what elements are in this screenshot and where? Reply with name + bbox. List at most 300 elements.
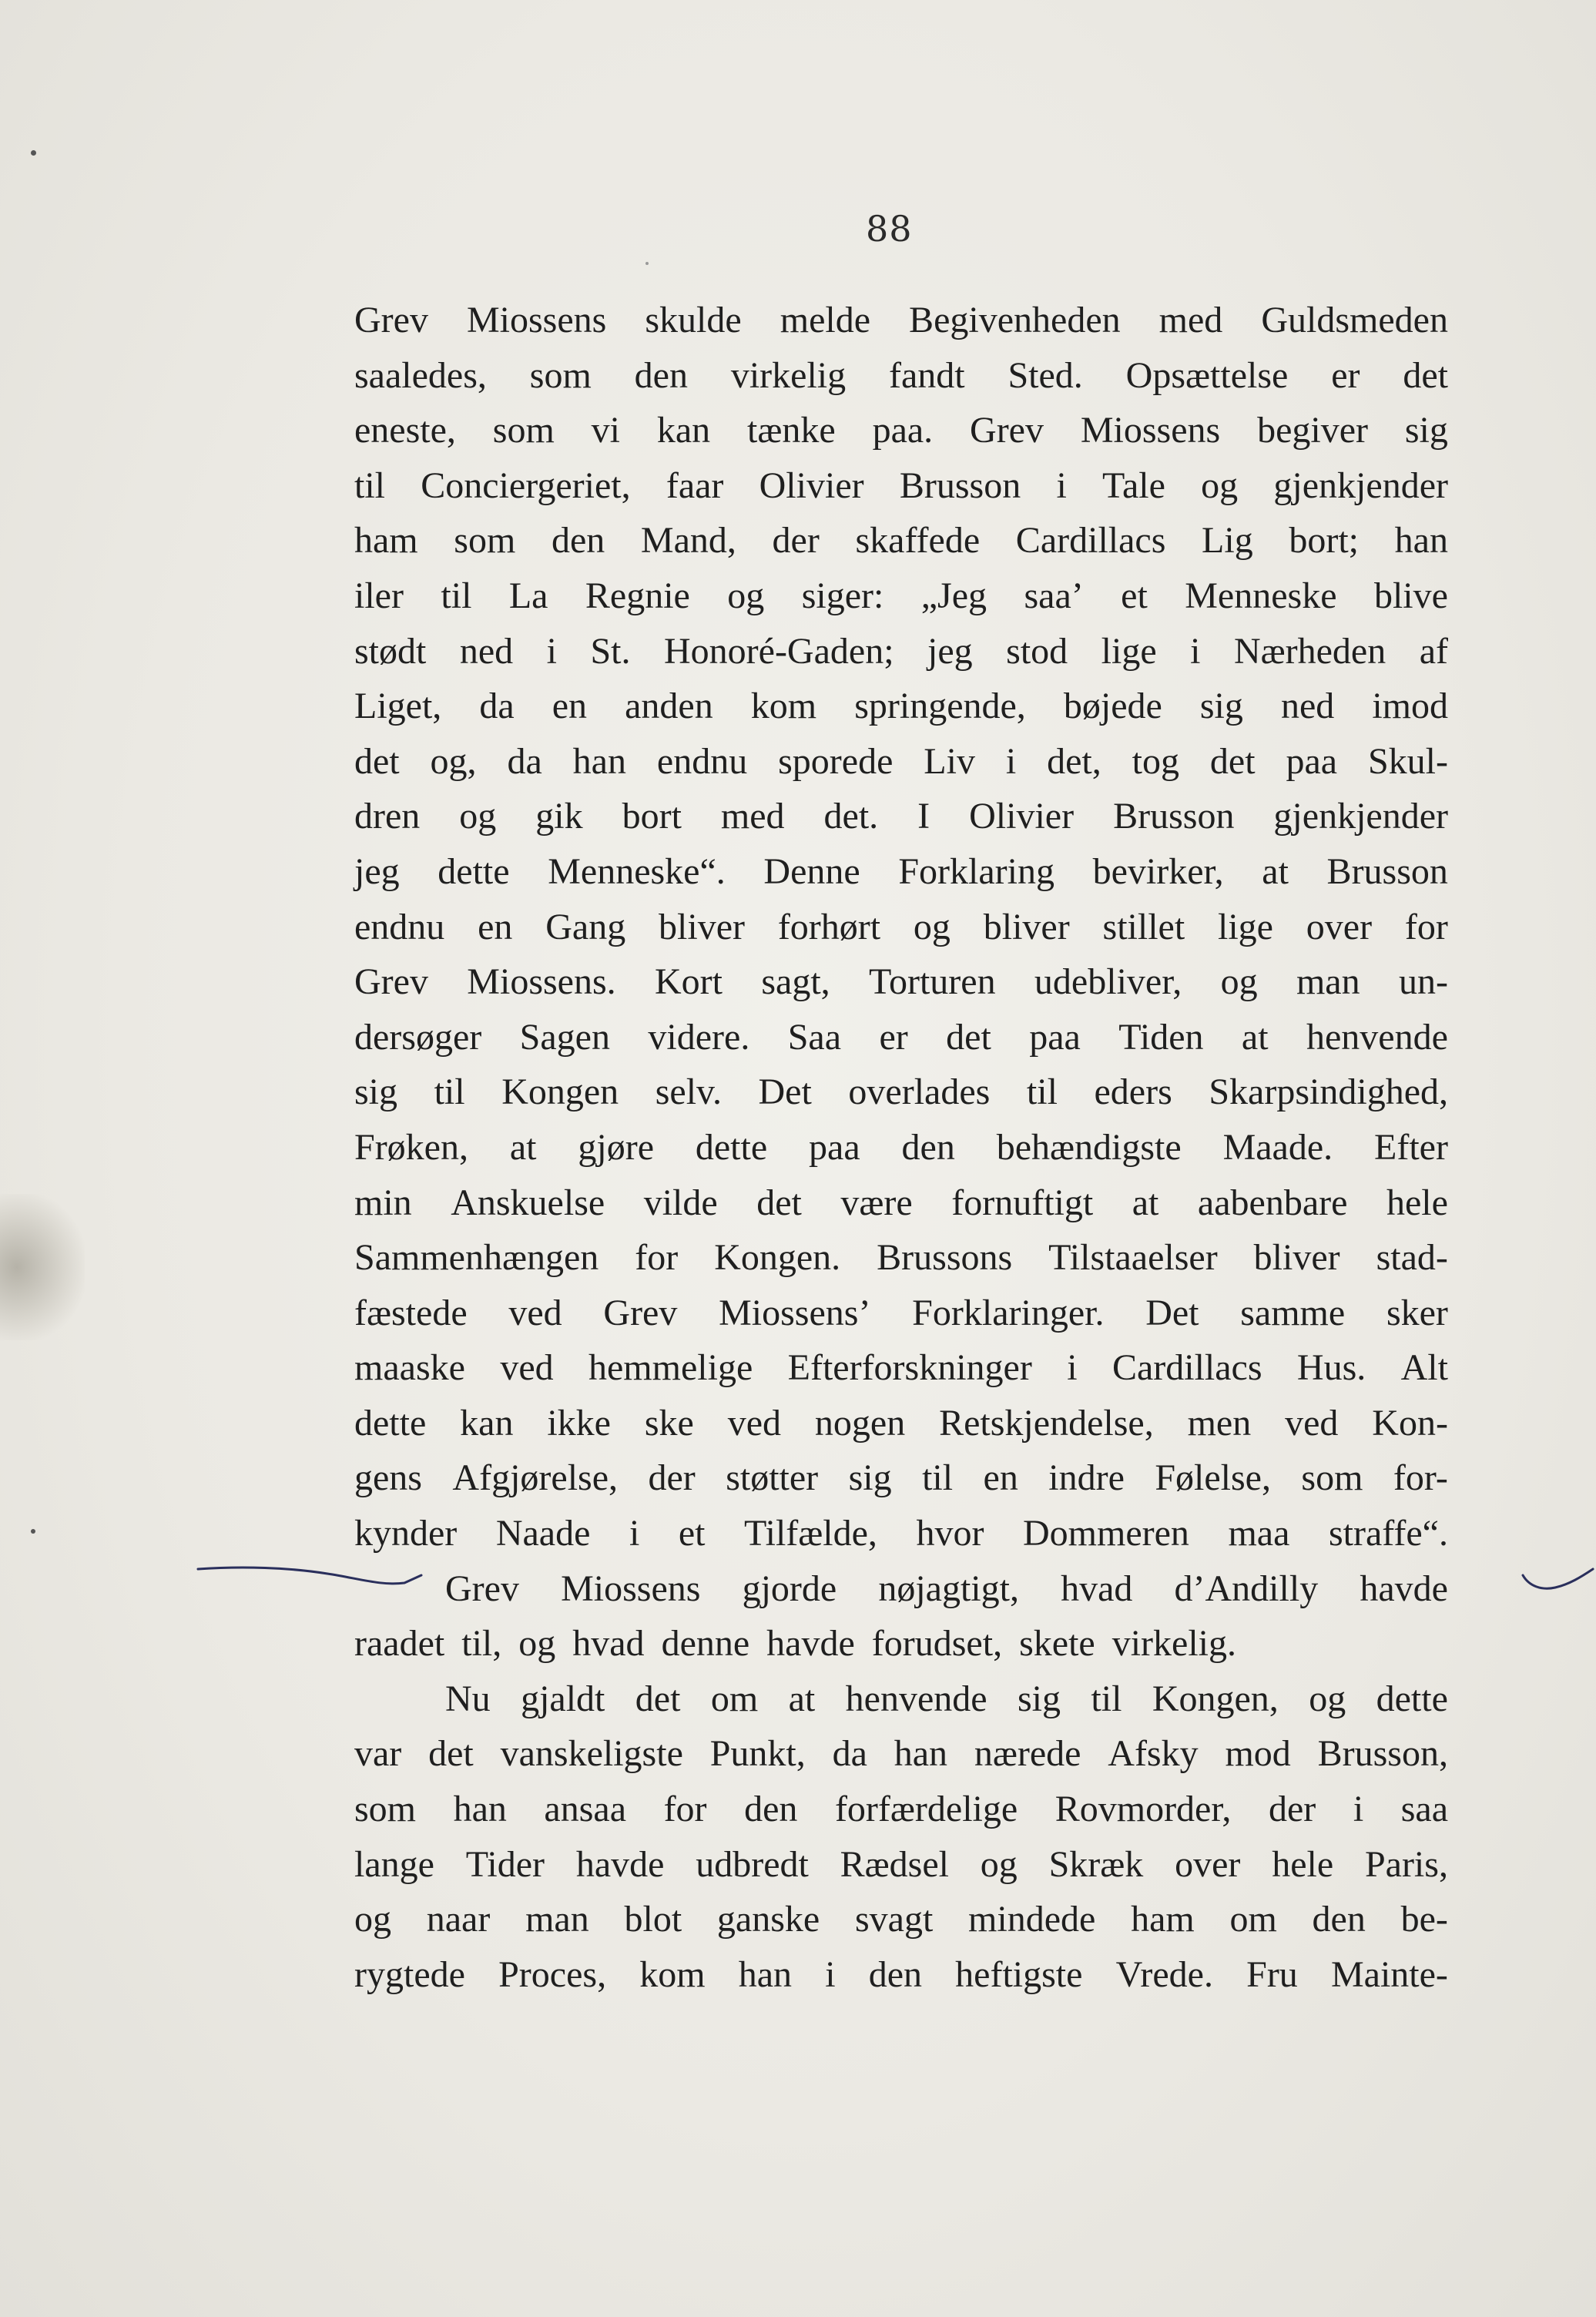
- text-line: [354, 679, 1448, 734]
- word: Afsky: [1108, 1733, 1199, 1775]
- word: Tiden: [1118, 1016, 1204, 1058]
- word: Nu: [445, 1678, 491, 1719]
- text-line: [354, 844, 1448, 900]
- text-line: [354, 1230, 1448, 1286]
- word: og,: [430, 740, 477, 782]
- word: og: [913, 906, 951, 947]
- word: naar: [426, 1899, 491, 1940]
- word: d’Andilly: [1174, 1568, 1319, 1609]
- text-line: [354, 1616, 1448, 1672]
- word: den: [551, 520, 605, 562]
- word: udbredt: [696, 1843, 809, 1885]
- word: han: [453, 1789, 507, 1830]
- word: Retskjendelse,: [939, 1402, 1154, 1444]
- word: at: [1132, 1182, 1159, 1223]
- word: ved: [500, 1347, 554, 1389]
- text-line: [354, 1561, 1448, 1617]
- word: vanskeligste: [500, 1733, 683, 1775]
- word: blive: [1373, 575, 1448, 616]
- word: St.: [590, 630, 631, 672]
- word: være: [840, 1182, 913, 1223]
- word: Skarpsindighed,: [1209, 1071, 1448, 1113]
- word: kan: [460, 1402, 514, 1444]
- word: maaske: [354, 1347, 465, 1389]
- word: sig: [1404, 410, 1448, 451]
- word: udebliver,: [1034, 961, 1182, 1003]
- pencil-mark-left: [196, 1552, 428, 1606]
- word: blot: [624, 1899, 682, 1940]
- word: Gang: [545, 906, 626, 947]
- word: rygtede: [354, 1953, 465, 1995]
- text-line: [354, 348, 1448, 404]
- word: for-: [1393, 1457, 1448, 1499]
- word: dette: [438, 850, 510, 892]
- word: Cardillacs: [1015, 520, 1166, 562]
- word: for: [635, 1237, 679, 1279]
- word: imod: [1372, 686, 1448, 727]
- word: over: [1175, 1843, 1241, 1885]
- word: siger:: [801, 575, 884, 616]
- word: sker: [1386, 1292, 1448, 1333]
- word: det: [1209, 740, 1256, 782]
- word: lange: [354, 1843, 434, 1885]
- word: Liv: [924, 740, 975, 782]
- word: ske: [644, 1402, 694, 1444]
- word: skete: [1019, 1623, 1095, 1665]
- word: aabenbare: [1197, 1182, 1348, 1223]
- word: tænke: [747, 410, 836, 451]
- word: Mand,: [640, 520, 736, 562]
- word: saa’: [1024, 575, 1084, 616]
- word: han: [1394, 520, 1448, 562]
- word: af: [1419, 630, 1448, 672]
- word: Tilfælde,: [743, 1513, 877, 1554]
- word: Brusson: [1113, 796, 1235, 837]
- word: videre.: [648, 1016, 750, 1058]
- word: dette: [354, 1402, 427, 1444]
- word: Brussons: [877, 1237, 1013, 1279]
- word: Brusson: [1326, 850, 1448, 892]
- word: Torturen: [869, 961, 996, 1003]
- word: vilde: [643, 1182, 718, 1223]
- word: selv.: [655, 1071, 722, 1113]
- word: Menneske: [1185, 575, 1337, 616]
- word: straffe“.: [1328, 1513, 1448, 1554]
- word: Sammenhængen: [354, 1237, 599, 1279]
- word: vi: [591, 410, 621, 451]
- text-line: [354, 734, 1448, 790]
- word: sagt,: [761, 961, 830, 1003]
- word: Brusson: [899, 464, 1021, 506]
- word: endnu: [656, 740, 748, 782]
- text-line: [354, 568, 1448, 624]
- word: sporede: [778, 740, 894, 782]
- word: ved: [508, 1292, 562, 1333]
- word: bliver: [983, 906, 1070, 947]
- word: som: [354, 1789, 417, 1830]
- word: Vrede.: [1115, 1953, 1213, 1995]
- word: for: [663, 1789, 707, 1830]
- word: Alt: [1400, 1347, 1448, 1389]
- word: om: [1229, 1899, 1277, 1940]
- word: Nærheden: [1233, 630, 1386, 672]
- word: Dommeren: [1022, 1513, 1189, 1554]
- word: er: [1331, 354, 1360, 396]
- word: en: [552, 686, 588, 727]
- word: fæstede: [354, 1292, 468, 1333]
- word: den: [868, 1953, 922, 1995]
- word: dren: [354, 796, 421, 837]
- word: som: [454, 520, 516, 562]
- word: i: [1067, 1347, 1078, 1389]
- word: ned: [1280, 686, 1335, 727]
- word: Skul-: [1367, 740, 1448, 782]
- word: ansaa: [544, 1789, 627, 1830]
- word: Frøken,: [354, 1126, 468, 1168]
- word: Efterforskninger: [787, 1347, 1032, 1389]
- word: melde: [780, 300, 871, 340]
- text-line: [354, 1450, 1448, 1506]
- word: lige: [1101, 630, 1157, 672]
- word: Forklaring: [898, 850, 1054, 892]
- word: Tale: [1102, 464, 1165, 506]
- word: da: [479, 686, 515, 727]
- text-line: [354, 1120, 1448, 1175]
- word: jeg: [927, 630, 973, 672]
- word: han: [572, 740, 626, 782]
- word: Denne: [763, 850, 860, 892]
- word: eneste,: [354, 410, 456, 451]
- word: det: [946, 1016, 991, 1058]
- word: til: [441, 575, 472, 616]
- word: gjenkjender: [1273, 796, 1448, 837]
- word: og: [980, 1843, 1018, 1885]
- word: sig: [1017, 1678, 1061, 1719]
- text-line: [354, 1892, 1448, 1947]
- word: var: [354, 1733, 402, 1775]
- word: gik: [535, 796, 583, 837]
- word: Følelse,: [1155, 1457, 1271, 1499]
- word: en: [983, 1457, 1018, 1499]
- word: stad-: [1376, 1237, 1448, 1279]
- word: er: [879, 1016, 908, 1058]
- word: ved: [1285, 1402, 1339, 1444]
- text-line: [354, 1782, 1448, 1837]
- word: samme: [1240, 1292, 1346, 1333]
- word: til: [1026, 1071, 1058, 1113]
- text-line: [354, 513, 1448, 568]
- word: i: [1353, 1789, 1364, 1830]
- ink-speck: [31, 1529, 35, 1534]
- word: da: [507, 740, 542, 782]
- word: og: [1201, 464, 1239, 506]
- word: skulde: [645, 300, 742, 340]
- text-line: [354, 293, 1448, 348]
- word: Rovmorder,: [1054, 1789, 1232, 1830]
- word: overlades: [848, 1071, 991, 1113]
- word: raadet: [354, 1623, 445, 1665]
- word: og: [354, 1899, 391, 1940]
- word: forfærdelige: [834, 1789, 1018, 1830]
- word: men: [1187, 1402, 1252, 1444]
- word: hemmelige: [588, 1347, 753, 1389]
- word: dette: [695, 1126, 768, 1168]
- word: paa: [809, 1126, 860, 1168]
- word: gjorde: [742, 1568, 837, 1609]
- word: Kort: [655, 961, 723, 1003]
- text-line: [354, 789, 1448, 844]
- word: Maade.: [1222, 1126, 1333, 1168]
- word: Tilstaaelser: [1048, 1237, 1218, 1279]
- word: Miossens: [466, 300, 607, 340]
- word: Det: [758, 1071, 812, 1113]
- word: ham: [354, 520, 418, 562]
- word: anden: [625, 686, 713, 727]
- word: dette: [1376, 1678, 1448, 1719]
- word: gjøre: [578, 1126, 654, 1168]
- word: Begivenheden: [909, 300, 1121, 340]
- word: Grev: [354, 961, 428, 1003]
- word: den: [744, 1789, 798, 1830]
- word: da: [832, 1733, 867, 1775]
- word: Miossens.: [467, 961, 616, 1003]
- word: havde: [1360, 1568, 1448, 1609]
- word: stillet: [1102, 906, 1185, 947]
- word: La: [508, 575, 548, 616]
- word: skaffede: [855, 520, 981, 562]
- word: et: [1121, 575, 1148, 616]
- word: ned: [459, 630, 514, 672]
- text-line: [354, 624, 1448, 679]
- word: det.: [823, 796, 879, 837]
- word: ham: [1131, 1899, 1195, 1940]
- word: nogen: [814, 1402, 906, 1444]
- word: nærede: [974, 1733, 1081, 1775]
- word: kom: [750, 686, 817, 727]
- word: saa: [1400, 1789, 1448, 1830]
- word: hele: [1386, 1182, 1448, 1223]
- word: ganske: [716, 1899, 820, 1940]
- word: iler: [354, 575, 404, 616]
- word: nøjagtigt,: [878, 1568, 1019, 1609]
- word: den: [1312, 1899, 1366, 1940]
- word: sig: [848, 1457, 892, 1499]
- word: Efter: [1374, 1126, 1448, 1168]
- word: gens: [354, 1457, 422, 1499]
- word: han: [894, 1733, 948, 1775]
- word: Anskuelse: [451, 1182, 605, 1223]
- word: og: [727, 575, 765, 616]
- word: og: [1220, 961, 1258, 1003]
- word: Menneske“.: [548, 850, 726, 892]
- word: i: [629, 1513, 640, 1554]
- text-line: [354, 1837, 1448, 1893]
- word: der: [648, 1457, 696, 1499]
- text-line: [354, 1396, 1448, 1451]
- text-line: [354, 458, 1448, 514]
- word: støtter: [726, 1457, 819, 1499]
- word: svagt: [854, 1899, 934, 1940]
- word: mindede: [968, 1899, 1096, 1940]
- word: gjaldt: [521, 1678, 605, 1719]
- word: un-: [1398, 961, 1448, 1003]
- text-line: [354, 403, 1448, 458]
- word: det: [1403, 354, 1448, 396]
- word: springende,: [854, 686, 1026, 727]
- word: bort;: [1289, 520, 1359, 562]
- word: den: [634, 354, 688, 396]
- word: en: [478, 906, 513, 947]
- word: Naade: [495, 1513, 591, 1554]
- word: Miossens’: [719, 1292, 871, 1333]
- text-line: [354, 1010, 1448, 1065]
- word: at: [1262, 850, 1289, 892]
- word: at: [788, 1678, 816, 1719]
- word: Rædsel: [840, 1843, 949, 1885]
- text-line: [354, 1065, 1448, 1120]
- word: Paris,: [1364, 1843, 1448, 1885]
- word: paa: [1029, 1016, 1081, 1058]
- word: Det: [1145, 1292, 1199, 1333]
- body-text: [354, 293, 1448, 2002]
- word: forudset,: [871, 1623, 1003, 1665]
- word: eders: [1094, 1071, 1172, 1113]
- word: og: [459, 796, 497, 837]
- word: bliver: [1253, 1237, 1340, 1279]
- text-line: [354, 1672, 1448, 1727]
- word: bliver: [659, 906, 745, 947]
- word: Grev: [603, 1292, 678, 1333]
- word: Mainte-: [1330, 1953, 1448, 1995]
- word: virkelig.: [1112, 1623, 1236, 1665]
- text-line: [354, 1506, 1448, 1561]
- word: virkelig: [730, 354, 847, 396]
- word: Opsættelse: [1125, 354, 1289, 396]
- word: hvad: [572, 1623, 645, 1665]
- word: henvende: [845, 1678, 987, 1719]
- word: behændigste: [996, 1126, 1182, 1168]
- word: han: [738, 1953, 793, 1995]
- word: begiver: [1257, 410, 1368, 451]
- word: hvor: [916, 1513, 984, 1554]
- word: Tider: [465, 1843, 545, 1885]
- word: hvad: [1061, 1568, 1133, 1609]
- word: bevirker,: [1092, 850, 1224, 892]
- word: for: [1404, 906, 1448, 947]
- word: Miossens: [561, 1568, 701, 1609]
- text-line: [354, 1340, 1448, 1396]
- word: paa: [1286, 740, 1338, 782]
- text-line: [354, 954, 1448, 1010]
- word: i: [546, 630, 557, 672]
- text-line: [354, 1286, 1448, 1341]
- word: at: [509, 1126, 537, 1168]
- word: maa: [1228, 1513, 1290, 1554]
- word: lige: [1218, 906, 1273, 947]
- word: et: [678, 1513, 706, 1554]
- word: Proces,: [498, 1953, 607, 1995]
- word: tog: [1132, 740, 1179, 782]
- word: havde: [766, 1623, 855, 1665]
- pencil-mark-right: [1521, 1560, 1594, 1598]
- word: hele: [1272, 1843, 1334, 1885]
- word: Guldsmeden: [1261, 300, 1448, 340]
- word: om: [710, 1678, 759, 1719]
- ink-speck: [645, 262, 649, 265]
- word: „Jeg: [920, 575, 987, 616]
- word: denne: [661, 1623, 750, 1665]
- word: Conciergeriet,: [421, 464, 631, 506]
- word: man: [1296, 961, 1360, 1003]
- word: det: [756, 1182, 802, 1223]
- word: i: [825, 1953, 836, 1995]
- word: sig: [354, 1071, 398, 1113]
- word: henvende: [1306, 1016, 1448, 1058]
- word: min: [354, 1182, 412, 1223]
- word: med: [720, 796, 785, 837]
- word: i: [1005, 740, 1017, 782]
- word: mod: [1225, 1733, 1291, 1775]
- word: Sted.: [1008, 354, 1083, 396]
- word: over: [1306, 906, 1373, 947]
- word: det: [354, 740, 400, 782]
- word: Miossens: [1080, 410, 1221, 451]
- word: gjenkjender: [1273, 464, 1448, 506]
- word: kynder: [354, 1513, 458, 1554]
- word: det,: [1047, 740, 1101, 782]
- word: Saa: [787, 1016, 842, 1058]
- word: kom: [639, 1953, 706, 1995]
- word: til: [434, 1071, 465, 1113]
- word: som: [492, 410, 555, 451]
- word: fandt: [888, 354, 965, 396]
- word: man: [525, 1899, 589, 1940]
- word: til: [922, 1457, 954, 1499]
- word: Kongen,: [1152, 1678, 1279, 1719]
- word: som: [1301, 1457, 1363, 1499]
- word: Forklaringer.: [912, 1292, 1105, 1333]
- word: til: [354, 464, 386, 506]
- word: bort: [622, 796, 682, 837]
- word: endnu: [354, 906, 445, 947]
- word: faar: [666, 464, 724, 506]
- word: Skræk: [1048, 1843, 1144, 1885]
- word: ved: [727, 1402, 782, 1444]
- word: i: [1190, 630, 1201, 672]
- word: havde: [575, 1843, 665, 1885]
- word: ikke: [547, 1402, 611, 1444]
- word: der: [1268, 1789, 1316, 1830]
- text-line: [354, 1947, 1448, 2003]
- word: I: [917, 796, 930, 837]
- word: Liget,: [354, 686, 442, 727]
- word: sig: [1199, 686, 1243, 727]
- word: til: [1091, 1678, 1122, 1719]
- word: stod: [1006, 630, 1068, 672]
- page-number: 88: [866, 208, 913, 250]
- text-line: [354, 1175, 1448, 1231]
- word: Grev: [354, 300, 428, 340]
- word: der: [772, 520, 820, 562]
- word: be-: [1400, 1899, 1448, 1940]
- ink-speck: [31, 150, 36, 156]
- text-line: [354, 900, 1448, 955]
- word: det: [428, 1733, 474, 1775]
- word: Lig: [1202, 520, 1253, 562]
- word: og: [518, 1623, 556, 1665]
- margin-stain: [0, 1194, 85, 1340]
- word: bøjede: [1063, 686, 1162, 727]
